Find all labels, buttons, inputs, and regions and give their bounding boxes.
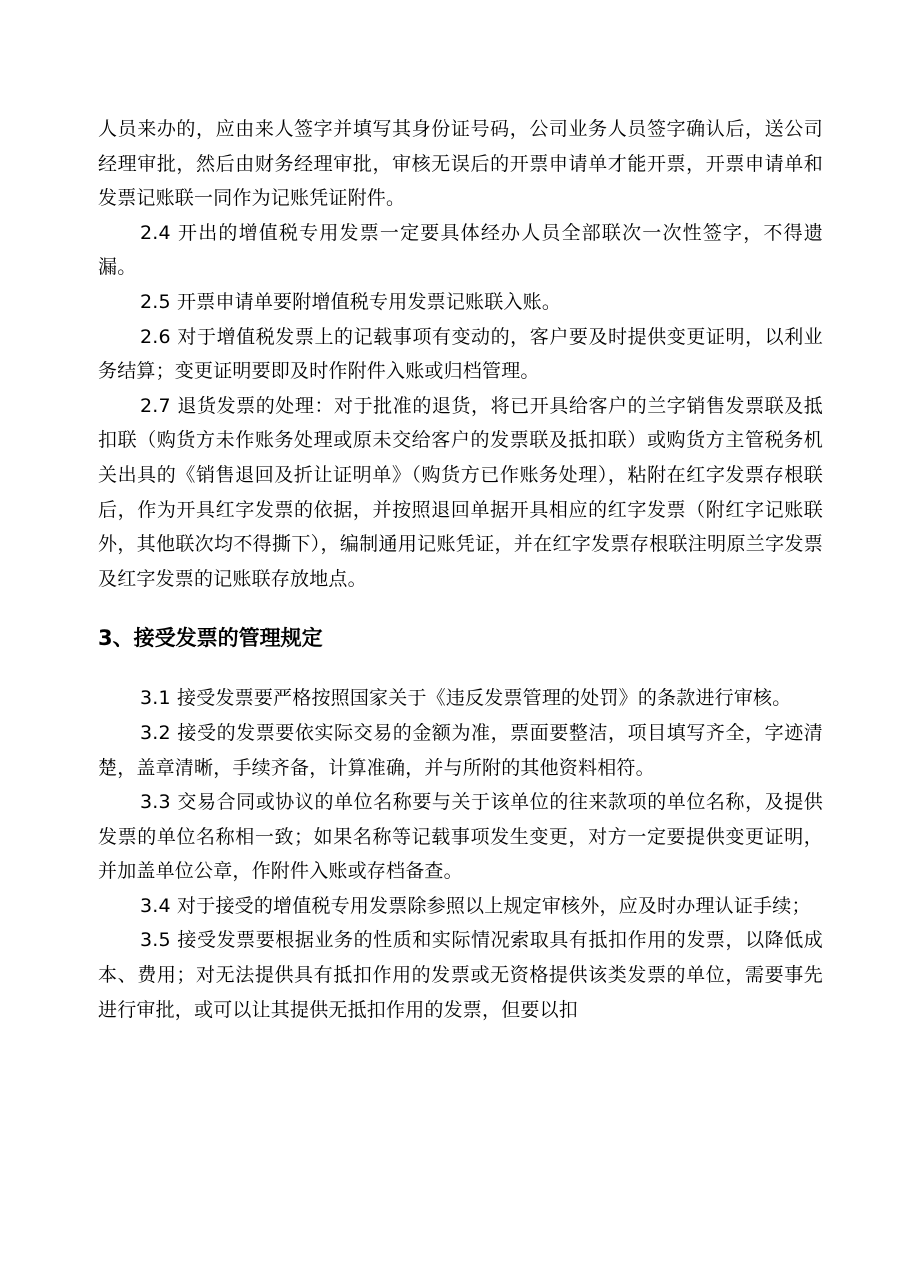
section3-heading: 3、接受发票的管理规定 [98,626,323,651]
paragraph-2-5: 2.5 开票申请单要附增值税专用发票记账联入账。 [140,290,562,313]
paragraph-3-3: 3.3 交易合同或协议的单位名称要与关于该单位的往来款项的单位名称，及提供发票的单位名称相一致；如果名称等记载事项发生变更，对方一定要提供变更证明，并加盖单位公章，作附件入账或存档备查。 [98,791,823,883]
paragraph-2-4: 2.4 开出的增值税专用发票一定要具体经办人员全部联次一次性签字，不得遗漏。 [98,221,823,279]
section2-intro-paragraph: 人员来办的，应由来人签字并填写其身份证号码，公司业务人员签字确认后，送公司经理审批，然后由财务经理审批，审核无误后的开票申请单才能开票，开票申请单和发票记账联一同作为记账凭证附件。 [98,118,823,210]
paragraph-2-6: 2.6 对于增值税发票上的记载事项有变动的，客户要及时提供变更证明，以利业务结算；变更证明要即及时作附件入账或归档管理。 [98,325,823,383]
paragraph-3-4: 3.4 对于接受的增值税专用发票除参照以上规定审核外，应及时办理认证手续； [140,894,811,917]
paragraph-3-1: 3.1 接受发票要严格按照国家关于《违反发票管理的处罚》的条款进行审核。 [140,687,792,710]
paragraph-3-5: 3.5 接受发票要根据业务的性质和实际情况索取具有抵扣作用的发票，以降低成本、费用；对无法提供具有抵扣作用的发票或无资格提供该类发票的单位，需要事先进行审批，或可以让其提供无抵扣作用的发票，但要以扣 [98,929,823,1021]
paragraph-3-2: 3.2 接受的发票要依实际交易的金额为准，票面要整洁，项目填写齐全，字迹清楚，盖章清晰，手续齐备，计算准确，并与所附的其他资料相符。 [98,721,823,779]
paragraph-2-7: 2.7 退货发票的处理：对于批准的退货，将已开具给客户的兰字销售发票联及抵扣联（购货方未作账务处理或原未交给客户的发票联及抵扣联）或购货方主管税务机关出具的《销售退回及折让证明单》（购货方已作账务处理），粘附在红字发票存根联后，作为开具红字发票的依据，并按照退回单据开具相应的红字发票（附红字记账联外，其他联次均不得撕下），编制通用记账凭证，并在红字发票存根联注明原兰字发票及红字发票的记账联存放地点。 [98,394,823,590]
document-page [98,112,823,1027]
